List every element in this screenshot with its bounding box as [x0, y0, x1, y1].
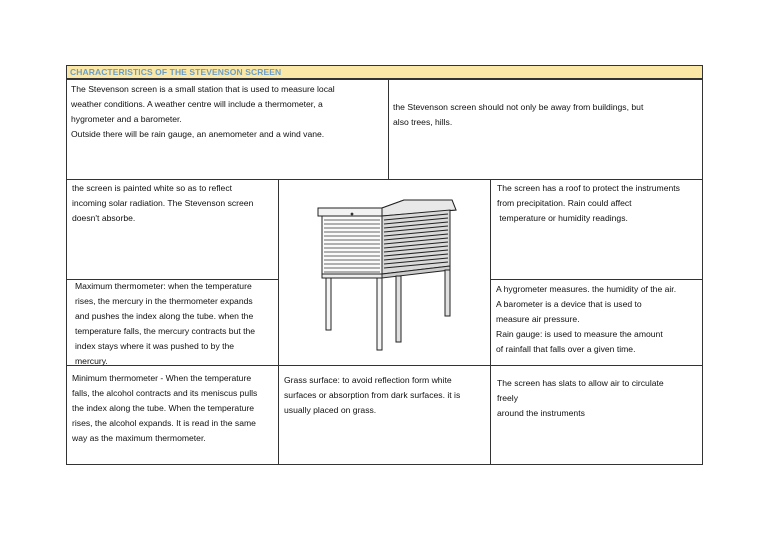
- text-line: freely: [497, 393, 519, 403]
- text-line: Rain gauge: is used to measure the amount: [496, 329, 663, 339]
- leg: [445, 270, 450, 316]
- text-line: also trees, hills.: [393, 117, 453, 127]
- text-line: falls, the alcohol contracts and its meniscus pulls: [72, 388, 258, 398]
- cell-max-thermometer: [66, 279, 279, 366]
- text-line: The screen has slats to allow air to circulate: [497, 378, 664, 388]
- leg: [396, 276, 401, 342]
- text-line: temperature or humidity readings.: [497, 213, 628, 223]
- text-line: doesn't absorbe.: [72, 213, 136, 223]
- roof-front: [318, 208, 382, 216]
- stevenson-screen-illustration: [312, 196, 462, 356]
- text-line: weather conditions. A weather centre will include a thermometer, a: [71, 99, 323, 109]
- cell-hygrometer: [490, 279, 703, 366]
- text-line: mercury.: [75, 356, 108, 366]
- cell-location: [388, 79, 703, 180]
- text-line: from precipitation. Rain could affect: [497, 198, 632, 208]
- text-line: measure air pressure.: [496, 314, 580, 324]
- text-line: The screen has a roof to protect the instruments: [497, 183, 680, 193]
- text-line: the index along the tube. When the temperature: [72, 403, 255, 413]
- cell-white-paint: [66, 179, 279, 280]
- text-line: and pushes the index along the tube. when the: [75, 311, 254, 321]
- door-knob: [351, 213, 354, 216]
- leg: [326, 278, 331, 330]
- text-line: Maximum thermometer: when the temperature: [75, 281, 252, 291]
- text-line: index stays where it was pushed to by the: [75, 341, 235, 351]
- cell-intro: [66, 79, 389, 180]
- base-front: [322, 274, 382, 278]
- text-line: usually placed on grass.: [284, 405, 377, 415]
- cell-grass: [278, 365, 491, 465]
- text-line: the Stevenson screen should not only be away from buildings, but: [393, 102, 644, 112]
- text-line: A barometer is a device that is used to: [496, 299, 642, 309]
- text-line: around the instruments: [497, 408, 585, 418]
- table-title: CHARACTERISTICS OF THE STEVENSON SCREEN: [66, 65, 703, 79]
- front-face: [322, 216, 382, 274]
- text-line: A hygrometer measures. the humidity of the air.: [496, 284, 677, 294]
- text-line: incoming solar radiation. The Stevenson screen: [72, 198, 254, 208]
- cell-roof: [490, 179, 703, 280]
- text-line: the screen is painted white so as to reflect: [72, 183, 233, 193]
- text-line: The Stevenson screen is a small station that is used to measure local: [71, 84, 335, 94]
- text-line: Minimum thermometer - When the temperature: [72, 373, 252, 383]
- text-line: rises, the mercury in the thermometer expands: [75, 296, 253, 306]
- leg: [377, 278, 382, 350]
- text-line: temperature falls, the mercury contracts but the: [75, 326, 256, 336]
- text-line: hygrometer and a barometer.: [71, 114, 182, 124]
- text-line: of rainfall that falls over a given time.: [496, 344, 636, 354]
- cell-min-thermometer: [66, 365, 279, 465]
- text-line: Outside there will be rain gauge, an anemometer and a wind vane.: [71, 129, 325, 139]
- text-line: way as the maximum thermometer.: [72, 433, 206, 443]
- text-line: rises, the alcohol expands. It is read in the same: [72, 418, 256, 428]
- text-line: Grass surface: to avoid reflection form white: [284, 375, 452, 385]
- cell-slats: [490, 365, 703, 465]
- text-line: surfaces or absorption from dark surfaces. it is: [284, 390, 461, 400]
